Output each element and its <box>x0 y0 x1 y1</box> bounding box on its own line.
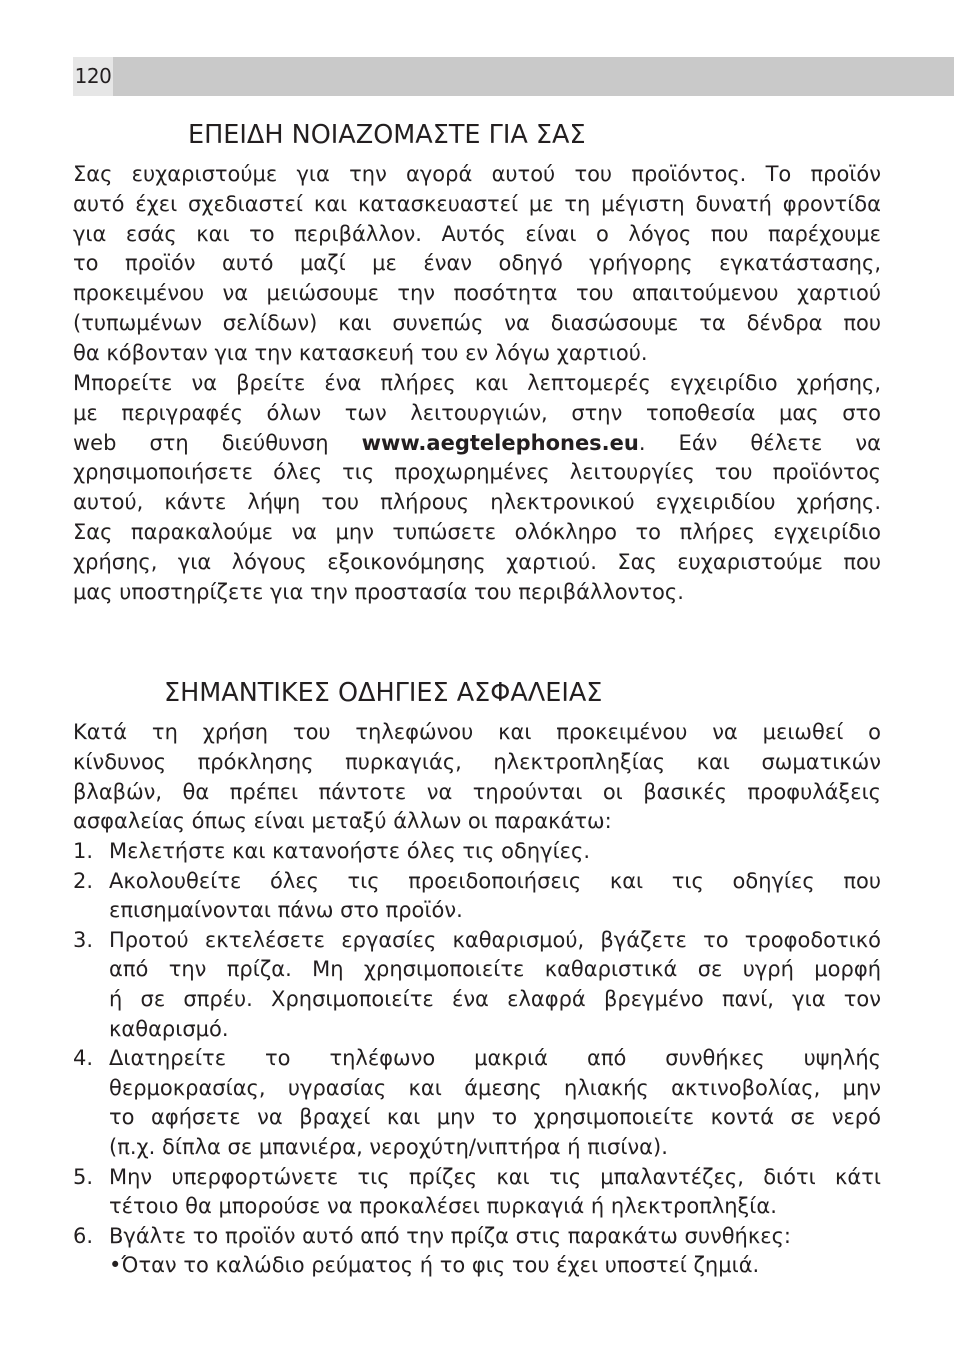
list-number: 5. <box>73 1164 94 1189</box>
text-line: ασφαλείας όπως είναι μεταξύ άλλων οι παρακάτω: <box>73 809 612 834</box>
text-line: για εσάς και το περιβάλλον. Αυτός είναι ο λόγος που παρέχουμε <box>73 221 881 246</box>
header-bar <box>73 57 954 96</box>
list-number: 3. <box>73 927 94 952</box>
text-line: Σας ευχαριστούμε για την αγορά αυτού του προϊόντος. Το προϊόν <box>73 162 881 186</box>
list-number: 2. <box>73 868 94 893</box>
list-item <box>73 1163 881 1222</box>
text-line: προκειμένου να μειώσουμε την ποσότητα του απαιτούμενου χαρτιού <box>73 281 881 306</box>
list-item <box>73 837 881 867</box>
care-paragraph-1 <box>73 160 881 369</box>
list-number: 6. <box>73 1223 94 1248</box>
text-line-with-url <box>73 429 881 459</box>
text-line: μας υποστηρίζετε για την προστασία του περιβάλλοντος. <box>73 579 684 604</box>
text-line: με περιγραφές όλων των λειτουργιών, στην τοποθεσία μας στο <box>73 400 881 425</box>
list-line: Διατηρείτε το τηλέφωνο μακριά από συνθήκες υψηλής <box>109 1046 881 1071</box>
list-item <box>73 1044 881 1162</box>
list-line: τέτοιο θα μπορούσε να προκαλέσει πυρκαγιά ή ηλεκτροπληξία. <box>109 1194 777 1219</box>
list-number: 1. <box>73 839 94 863</box>
list-line: καθαρισμό. <box>109 1016 229 1041</box>
text-line: Μπορείτε να βρείτε ένα πλήρες και λεπτομερές εγχειρίδιο χρήσης, <box>73 371 881 395</box>
website-url: www.aegtelephones.eu <box>361 430 639 455</box>
list-line: Προτού εκτελέσετε εργασίες καθαρισμού, βγάζετε το τροφοδοτικό <box>109 927 881 952</box>
list-line: το αφήσετε να βραχεί και μην το χρησιμοποιείτε κοντά σε νερό <box>109 1105 881 1130</box>
list-item <box>73 1222 881 1281</box>
list-item <box>73 926 881 1044</box>
text-line: Σας παρακαλούμε να μην τυπώσετε ολόκληρο το πλήρες εγχειρίδιο <box>73 519 881 544</box>
safety-intro <box>73 718 881 837</box>
text-line: αυτό έχει σχεδιαστεί και κατασκευαστεί με τη μέγιστη δυνατή φροντίδα <box>73 191 881 216</box>
text-line: αυτού, κάντε λήψη του πλήρους ηλεκτρονικού εγχειριδίου χρήσης. <box>73 490 881 515</box>
care-paragraph-2 <box>73 369 881 607</box>
text-line: χρήσης, για λόγους εξοικονόμησης χαρτιού. Σας ευχαριστούμε που <box>73 549 881 574</box>
text-fragment: web στη διεύθυνση <box>73 430 362 455</box>
list-line: επισημαίνονται πάνω στο προϊόν. <box>109 898 463 923</box>
text-line: κίνδυνος πρόκλησης πυρκαγιάς, ηλεκτροπληξίας και σωματικών <box>73 749 881 774</box>
list-number: 4. <box>73 1046 94 1071</box>
list-line: Μην υπερφορτώνετε τις πρίζες και τις μπαλαντέζες, διότι κάτι <box>109 1164 881 1189</box>
text-line: Κατά τη χρήση του τηλεφώνου και προκειμένου να μειωθεί ο <box>73 720 881 744</box>
list-line: Ακολουθείτε όλες τις προειδοποιήσεις και τις οδηγίες που <box>109 868 881 893</box>
page-number: 120 <box>73 57 113 96</box>
safety-instructions-list <box>73 837 881 1281</box>
text-line: βλαβών, θα πρέπει πάντοτε να τηρούνται οι βασικές προφυλάξεις <box>73 779 881 804</box>
section-heading-safety: ΣΗΜΑΝΤΙΚΕΣ ΟΔΗΓΙΕΣ ΑΣΦΑΛΕΙΑΣ <box>164 678 603 708</box>
list-line-bullet: •Όταν το καλώδιο ρεύματος ή το φις του έχει υποστεί ζημιά. <box>109 1253 760 1278</box>
section-heading-care: ΕΠΕΙΔΗ ΝΟΙΑΖΟΜΑΣΤΕ ΓΙΑ ΣΑΣ <box>188 120 586 150</box>
list-line: Βγάλτε το προϊόν αυτό από την πρίζα στις παρακάτω συνθήκες: <box>109 1223 791 1248</box>
text-line: (τυπωμένων σελίδων) και συνεπώς να διασώσουμε τα δένδρα που <box>73 310 881 335</box>
text-line: χρησιμοποιήσετε όλες τις προχωρημένες λειτουργίες του προϊόντος <box>73 460 881 485</box>
list-line: θερμοκρασίας, υγρασίας και άμεσης ηλιακής ακτινοβολίας, μην <box>109 1075 881 1100</box>
list-line: Μελετήστε και κατανοήστε όλες τις οδηγίες. <box>109 839 591 863</box>
text-line: το προϊόν αυτό μαζί με έναν οδηγό γρήγορης εγκατάστασης, <box>73 251 881 276</box>
list-line: από την πρίζα. Μη χρησιμοποιείτε καθαριστικά σε υγρή μορφή <box>109 957 881 982</box>
list-item <box>73 867 881 926</box>
list-line: ή σε σπρέυ. Χρησιμοποιείτε ένα ελαφρά βρεγμένο πανί, για τον <box>109 986 881 1011</box>
text-line: θα κόβονταν για την κατασκευή του εν λόγω χαρτιού. <box>73 340 648 365</box>
text-fragment: . Εάν θέλετε να <box>638 430 881 455</box>
list-line: (π.χ. δίπλα σε μπανιέρα, νεροχύτη/νιπτήρα ή πισίνα). <box>109 1134 668 1159</box>
